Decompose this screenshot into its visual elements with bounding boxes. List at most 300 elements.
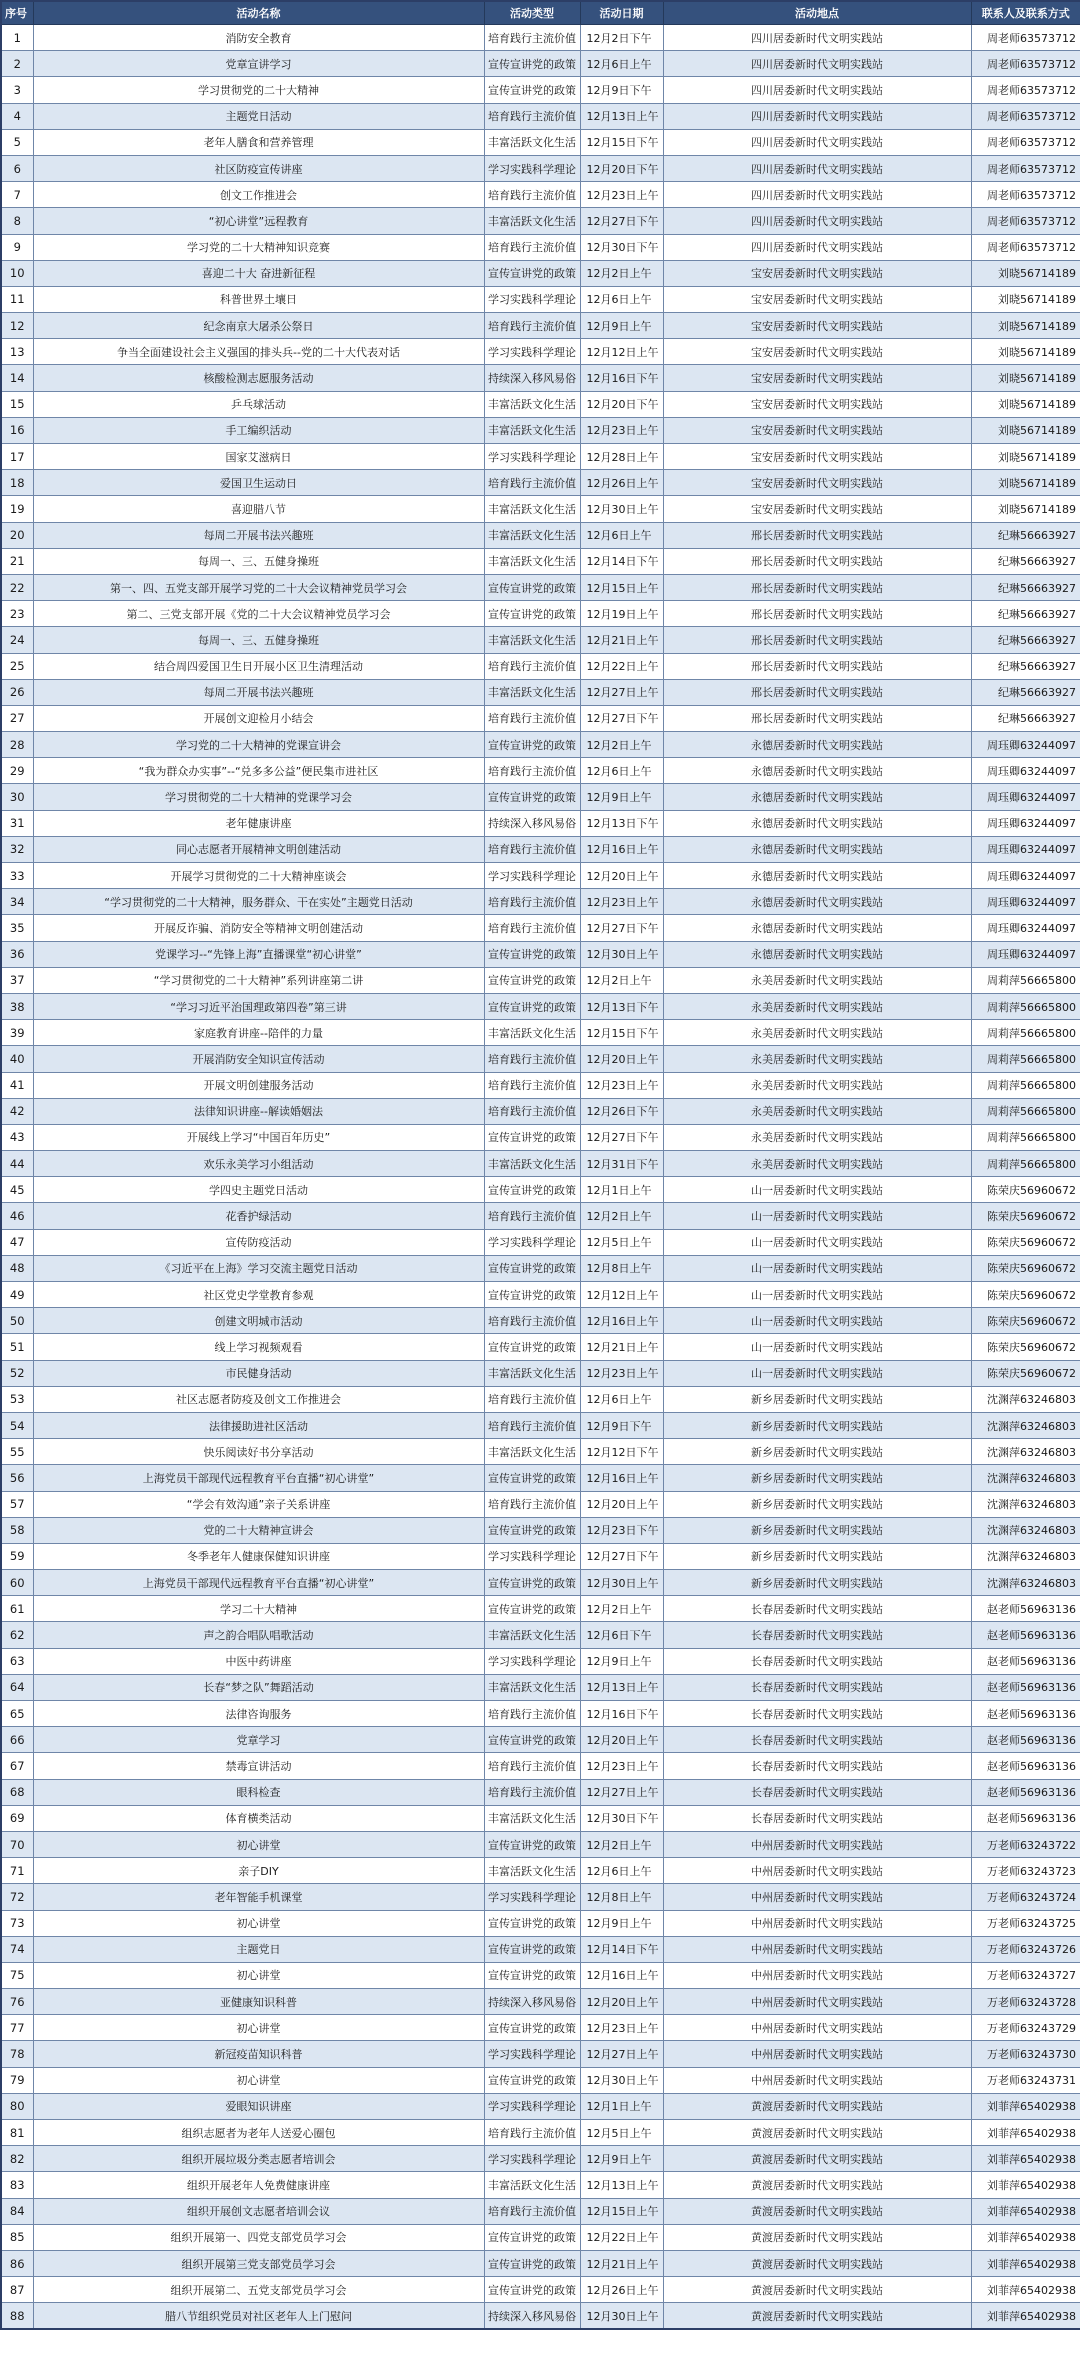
activity-name-cell: 学习二十大精神 bbox=[33, 1596, 484, 1622]
row-index-cell: 62 bbox=[1, 1622, 33, 1648]
activity-name-cell: 主题党日活动 bbox=[33, 103, 484, 129]
row-index-cell: 18 bbox=[1, 470, 33, 496]
table-row bbox=[1, 286, 1080, 312]
activity-type-cell: 培育践行主流价值 bbox=[484, 182, 580, 208]
contact-cell: 万老师63243724 bbox=[971, 1884, 1080, 1910]
row-index-cell: 87 bbox=[1, 2277, 33, 2303]
activity-location-cell: 中州居委新时代文明实践站 bbox=[663, 1858, 971, 1884]
activity-name-cell: 眼科检查 bbox=[33, 1779, 484, 1805]
activity-type-cell: 学习实践科学理论 bbox=[484, 1884, 580, 1910]
row-index-cell: 3 bbox=[1, 77, 33, 103]
activity-date-cell: 12月2日上午 bbox=[580, 1203, 663, 1229]
table-row bbox=[1, 1308, 1080, 1334]
table-row bbox=[1, 2224, 1080, 2250]
activity-date-cell: 12月26日上午 bbox=[580, 470, 663, 496]
activity-type-cell: 宣传宣讲党的政策 bbox=[484, 1936, 580, 1962]
activity-type-cell: 宣传宣讲党的政策 bbox=[484, 260, 580, 286]
activity-location-cell: 新乡居委新时代文明实践站 bbox=[663, 1439, 971, 1465]
table-row bbox=[1, 155, 1080, 181]
activity-type-cell: 丰富活跃文化生活 bbox=[484, 496, 580, 522]
table-row bbox=[1, 653, 1080, 679]
table-row bbox=[1, 365, 1080, 391]
activity-name-cell: 新冠疫苗知识科普 bbox=[33, 2041, 484, 2067]
activity-type-cell: 宣传宣讲党的政策 bbox=[484, 1255, 580, 1281]
table-row bbox=[1, 260, 1080, 286]
activity-date-cell: 12月16日上午 bbox=[580, 836, 663, 862]
activity-date-cell: 12月27日上午 bbox=[580, 1779, 663, 1805]
contact-cell: 陈荣庆56960672 bbox=[971, 1308, 1080, 1334]
row-index-cell: 22 bbox=[1, 574, 33, 600]
table-row bbox=[1, 1098, 1080, 1124]
activity-type-cell: 学习实践科学理论 bbox=[484, 2093, 580, 2119]
activity-date-cell: 12月19日上午 bbox=[580, 601, 663, 627]
activity-name-cell: 腊八节组织党员对社区老年人上门慰问 bbox=[33, 2303, 484, 2330]
activity-location-cell: 宝安居委新时代文明实践站 bbox=[663, 470, 971, 496]
contact-cell: 沈渊萍63246803 bbox=[971, 1465, 1080, 1491]
contact-cell: 沈渊萍63246803 bbox=[971, 1543, 1080, 1569]
table-row bbox=[1, 1884, 1080, 1910]
activity-date-cell: 12月27日上午 bbox=[580, 679, 663, 705]
table-row bbox=[1, 129, 1080, 155]
row-index-cell: 85 bbox=[1, 2224, 33, 2250]
activity-type-cell: 丰富活跃文化生活 bbox=[484, 129, 580, 155]
activity-date-cell: 12月27日下午 bbox=[580, 1124, 663, 1150]
table-row bbox=[1, 1177, 1080, 1203]
activity-type-cell: 培育践行主流价值 bbox=[484, 1701, 580, 1727]
activity-name-cell: 法律知识讲座--解读婚姻法 bbox=[33, 1098, 484, 1124]
contact-cell: 刘菲萍65402938 bbox=[971, 2224, 1080, 2250]
activity-location-cell: 四川居委新时代文明实践站 bbox=[663, 25, 971, 51]
activity-location-cell: 宝安居委新时代文明实践站 bbox=[663, 339, 971, 365]
contact-cell: 周老师63573712 bbox=[971, 234, 1080, 260]
activity-type-cell: 宣传宣讲党的政策 bbox=[484, 1962, 580, 1988]
table-row bbox=[1, 1282, 1080, 1308]
activity-date-cell: 12月30日上午 bbox=[580, 2067, 663, 2093]
activity-location-cell: 中州居委新时代文明实践站 bbox=[663, 2041, 971, 2067]
activity-location-cell: 黄渡居委新时代文明实践站 bbox=[663, 2198, 971, 2224]
activity-location-cell: 长春居委新时代文明实践站 bbox=[663, 1622, 971, 1648]
contact-cell: 赵老师56963136 bbox=[971, 1727, 1080, 1753]
activity-location-cell: 长春居委新时代文明实践站 bbox=[663, 1753, 971, 1779]
activity-location-cell: 长春居委新时代文明实践站 bbox=[663, 1674, 971, 1700]
activity-date-cell: 12月9日下午 bbox=[580, 1412, 663, 1438]
activity-location-cell: 永美居委新时代文明实践站 bbox=[663, 1151, 971, 1177]
contact-cell: 周莉萍56665800 bbox=[971, 1124, 1080, 1150]
activity-name-cell: 市民健身活动 bbox=[33, 1360, 484, 1386]
activity-date-cell: 12月2日上午 bbox=[580, 260, 663, 286]
activity-type-cell: 学习实践科学理论 bbox=[484, 1543, 580, 1569]
table-row bbox=[1, 470, 1080, 496]
activity-name-cell: 创建文明城市活动 bbox=[33, 1308, 484, 1334]
table-row bbox=[1, 1072, 1080, 1098]
activity-type-cell: 丰富活跃文化生活 bbox=[484, 1622, 580, 1648]
row-index-cell: 53 bbox=[1, 1386, 33, 1412]
activity-location-cell: 永德居委新时代文明实践站 bbox=[663, 915, 971, 941]
activity-name-cell: 每周一、三、五健身操班 bbox=[33, 627, 484, 653]
activity-name-cell: 主题党日 bbox=[33, 1936, 484, 1962]
activity-name-cell: 党章学习 bbox=[33, 1727, 484, 1753]
activity-name-cell: 第二、三党支部开展《党的二十大会议精神党员学习会 bbox=[33, 601, 484, 627]
activity-location-cell: 新乡居委新时代文明实践站 bbox=[663, 1570, 971, 1596]
row-index-cell: 80 bbox=[1, 2093, 33, 2119]
contact-cell: 刘晓56714189 bbox=[971, 365, 1080, 391]
activity-name-cell: 核酸检测志愿服务活动 bbox=[33, 365, 484, 391]
activity-date-cell: 12月13日上午 bbox=[580, 1674, 663, 1700]
contact-cell: 周老师63573712 bbox=[971, 208, 1080, 234]
table-row bbox=[1, 941, 1080, 967]
contact-cell: 刘晓56714189 bbox=[971, 391, 1080, 417]
activity-date-cell: 12月22日上午 bbox=[580, 653, 663, 679]
row-index-cell: 71 bbox=[1, 1858, 33, 1884]
activity-location-cell: 山一居委新时代文明实践站 bbox=[663, 1229, 971, 1255]
activity-location-cell: 四川居委新时代文明实践站 bbox=[663, 51, 971, 77]
activity-location-cell: 邢长居委新时代文明实践站 bbox=[663, 548, 971, 574]
activity-date-cell: 12月14日下午 bbox=[580, 548, 663, 574]
activity-name-cell: 组织开展第一、四党支部党员学习会 bbox=[33, 2224, 484, 2250]
activity-type-cell: 培育践行主流价值 bbox=[484, 1098, 580, 1124]
activity-type-cell: 培育践行主流价值 bbox=[484, 2198, 580, 2224]
row-index-cell: 69 bbox=[1, 1805, 33, 1831]
contact-cell: 刘晓56714189 bbox=[971, 417, 1080, 443]
activity-date-cell: 12月9日上午 bbox=[580, 1910, 663, 1936]
activity-name-cell: 爱眼知识讲座 bbox=[33, 2093, 484, 2119]
row-index-cell: 37 bbox=[1, 967, 33, 993]
row-index-cell: 36 bbox=[1, 941, 33, 967]
activity-location-cell: 永美居委新时代文明实践站 bbox=[663, 993, 971, 1019]
activity-location-cell: 中州居委新时代文明实践站 bbox=[663, 2067, 971, 2093]
activity-type-cell: 宣传宣讲党的政策 bbox=[484, 1910, 580, 1936]
activity-date-cell: 12月9日上午 bbox=[580, 313, 663, 339]
table-row bbox=[1, 1360, 1080, 1386]
contact-cell: 陈荣庆56960672 bbox=[971, 1334, 1080, 1360]
activity-type-cell: 宣传宣讲党的政策 bbox=[484, 784, 580, 810]
activity-type-cell: 培育践行主流价值 bbox=[484, 470, 580, 496]
contact-cell: 周珏卿63244097 bbox=[971, 836, 1080, 862]
activity-name-cell: 初心讲堂 bbox=[33, 2015, 484, 2041]
row-index-cell: 4 bbox=[1, 103, 33, 129]
activity-date-cell: 12月20日下午 bbox=[580, 391, 663, 417]
activity-type-cell: 学习实践科学理论 bbox=[484, 2146, 580, 2172]
activity-location-cell: 山一居委新时代文明实践站 bbox=[663, 1308, 971, 1334]
activity-location-cell: 四川居委新时代文明实践站 bbox=[663, 129, 971, 155]
table-row bbox=[1, 234, 1080, 260]
activity-type-cell: 学习实践科学理论 bbox=[484, 1229, 580, 1255]
activity-date-cell: 12月5日上午 bbox=[580, 2120, 663, 2146]
activity-type-cell: 丰富活跃文化生活 bbox=[484, 679, 580, 705]
activity-date-cell: 12月5日上午 bbox=[580, 1229, 663, 1255]
activity-date-cell: 12月13日下午 bbox=[580, 993, 663, 1019]
header-index: 序号 bbox=[1, 1, 33, 25]
table-row bbox=[1, 208, 1080, 234]
activity-name-cell: 消防安全教育 bbox=[33, 25, 484, 51]
row-index-cell: 33 bbox=[1, 863, 33, 889]
row-index-cell: 46 bbox=[1, 1203, 33, 1229]
activity-type-cell: 持续深入移风易俗 bbox=[484, 810, 580, 836]
activity-date-cell: 12月2日上午 bbox=[580, 1596, 663, 1622]
activity-name-cell: 开展线上学习“中国百年历史” bbox=[33, 1124, 484, 1150]
activity-name-cell: 第一、四、五党支部开展学习党的二十大会议精神党员学习会 bbox=[33, 574, 484, 600]
table-row bbox=[1, 182, 1080, 208]
activity-location-cell: 黄渡居委新时代文明实践站 bbox=[663, 2146, 971, 2172]
contact-cell: 陈荣庆56960672 bbox=[971, 1177, 1080, 1203]
table-row bbox=[1, 1255, 1080, 1281]
activity-name-cell: 爱国卫生运动日 bbox=[33, 470, 484, 496]
activity-name-cell: 喜迎腊八节 bbox=[33, 496, 484, 522]
activity-date-cell: 12月6日上午 bbox=[580, 1386, 663, 1412]
table-row bbox=[1, 444, 1080, 470]
contact-cell: 周莉萍56665800 bbox=[971, 1046, 1080, 1072]
activity-name-cell: 组织开展垃圾分类志愿者培训会 bbox=[33, 2146, 484, 2172]
activity-date-cell: 12月9日下午 bbox=[580, 77, 663, 103]
table-row bbox=[1, 77, 1080, 103]
row-index-cell: 7 bbox=[1, 182, 33, 208]
row-index-cell: 73 bbox=[1, 1910, 33, 1936]
activity-location-cell: 中州居委新时代文明实践站 bbox=[663, 1962, 971, 1988]
activity-location-cell: 中州居委新时代文明实践站 bbox=[663, 2015, 971, 2041]
row-index-cell: 88 bbox=[1, 2303, 33, 2330]
activity-date-cell: 12月23日上午 bbox=[580, 1753, 663, 1779]
row-index-cell: 24 bbox=[1, 627, 33, 653]
contact-cell: 刘晓56714189 bbox=[971, 339, 1080, 365]
row-index-cell: 82 bbox=[1, 2146, 33, 2172]
header-activity-date: 活动日期 bbox=[580, 1, 663, 25]
table-row bbox=[1, 1831, 1080, 1857]
table-row bbox=[1, 1046, 1080, 1072]
activity-location-cell: 新乡居委新时代文明实践站 bbox=[663, 1465, 971, 1491]
activity-date-cell: 12月30日下午 bbox=[580, 1805, 663, 1831]
activity-name-cell: 老年健康讲座 bbox=[33, 810, 484, 836]
row-index-cell: 59 bbox=[1, 1543, 33, 1569]
row-index-cell: 28 bbox=[1, 732, 33, 758]
activity-name-cell: 喜迎二十大 奋进新征程 bbox=[33, 260, 484, 286]
table-row bbox=[1, 417, 1080, 443]
row-index-cell: 15 bbox=[1, 391, 33, 417]
row-index-cell: 81 bbox=[1, 2120, 33, 2146]
activity-name-cell: “初心讲堂”远程教育 bbox=[33, 208, 484, 234]
row-index-cell: 6 bbox=[1, 155, 33, 181]
row-index-cell: 75 bbox=[1, 1962, 33, 1988]
row-index-cell: 86 bbox=[1, 2250, 33, 2276]
activity-date-cell: 12月9日上午 bbox=[580, 1648, 663, 1674]
activity-date-cell: 12月30日上午 bbox=[580, 1570, 663, 1596]
contact-cell: 周莉萍56665800 bbox=[971, 1072, 1080, 1098]
activity-type-cell: 丰富活跃文化生活 bbox=[484, 1858, 580, 1884]
contact-cell: 万老师63243722 bbox=[971, 1831, 1080, 1857]
activity-location-cell: 宝安居委新时代文明实践站 bbox=[663, 391, 971, 417]
activity-date-cell: 12月6日下午 bbox=[580, 1622, 663, 1648]
activity-name-cell: 学习贯彻党的二十大精神的党课学习会 bbox=[33, 784, 484, 810]
contact-cell: 周老师63573712 bbox=[971, 182, 1080, 208]
activity-name-cell: 党课学习--“先锋上海”直播课堂“初心讲堂” bbox=[33, 941, 484, 967]
activity-type-cell: 培育践行主流价值 bbox=[484, 758, 580, 784]
activity-name-cell: 组织志愿者为老年人送爱心圈包 bbox=[33, 2120, 484, 2146]
activity-name-cell: “学习贯彻党的二十大精神，服务群众、干在实处”主题党日活动 bbox=[33, 889, 484, 915]
activity-name-cell: 线上学习视频观看 bbox=[33, 1334, 484, 1360]
activity-date-cell: 12月2日上午 bbox=[580, 967, 663, 993]
activity-date-cell: 12月6日上午 bbox=[580, 1858, 663, 1884]
activity-type-cell: 培育践行主流价值 bbox=[484, 25, 580, 51]
activity-name-cell: 乒乓球活动 bbox=[33, 391, 484, 417]
activity-location-cell: 永美居委新时代文明实践站 bbox=[663, 1124, 971, 1150]
table-row bbox=[1, 1701, 1080, 1727]
contact-cell: 赵老师56963136 bbox=[971, 1596, 1080, 1622]
activity-type-cell: 培育践行主流价值 bbox=[484, 2120, 580, 2146]
activity-location-cell: 中州居委新时代文明实践站 bbox=[663, 1989, 971, 2015]
table-row bbox=[1, 836, 1080, 862]
row-index-cell: 60 bbox=[1, 1570, 33, 1596]
activity-name-cell: 组织开展老年人免费健康讲座 bbox=[33, 2172, 484, 2198]
table-row bbox=[1, 2198, 1080, 2224]
activity-name-cell: 《习近平在上海》学习交流主题党日活动 bbox=[33, 1255, 484, 1281]
activity-date-cell: 12月26日上午 bbox=[580, 2277, 663, 2303]
contact-cell: 赵老师56963136 bbox=[971, 1701, 1080, 1727]
activity-location-cell: 新乡居委新时代文明实践站 bbox=[663, 1491, 971, 1517]
activity-name-cell: 科普世界土壤日 bbox=[33, 286, 484, 312]
row-index-cell: 13 bbox=[1, 339, 33, 365]
activity-location-cell: 中州居委新时代文明实践站 bbox=[663, 1831, 971, 1857]
row-index-cell: 58 bbox=[1, 1517, 33, 1543]
contact-cell: 周珏卿63244097 bbox=[971, 915, 1080, 941]
row-index-cell: 67 bbox=[1, 1753, 33, 1779]
activity-name-cell: 社区志愿者防疫及创文工作推进会 bbox=[33, 1386, 484, 1412]
activity-type-cell: 培育践行主流价值 bbox=[484, 1779, 580, 1805]
activity-location-cell: 宝安居委新时代文明实践站 bbox=[663, 313, 971, 339]
contact-cell: 陈荣庆56960672 bbox=[971, 1229, 1080, 1255]
row-index-cell: 1 bbox=[1, 25, 33, 51]
table-row bbox=[1, 51, 1080, 77]
activity-date-cell: 12月20日上午 bbox=[580, 1491, 663, 1517]
contact-cell: 沈渊萍63246803 bbox=[971, 1439, 1080, 1465]
table-row bbox=[1, 1805, 1080, 1831]
contact-cell: 纪琳56663927 bbox=[971, 705, 1080, 731]
contact-cell: 周珏卿63244097 bbox=[971, 889, 1080, 915]
table-row bbox=[1, 601, 1080, 627]
row-index-cell: 76 bbox=[1, 1989, 33, 2015]
row-index-cell: 49 bbox=[1, 1282, 33, 1308]
activity-type-cell: 学习实践科学理论 bbox=[484, 155, 580, 181]
contact-cell: 赵老师56963136 bbox=[971, 1622, 1080, 1648]
activity-date-cell: 12月26日下午 bbox=[580, 1098, 663, 1124]
activity-location-cell: 宝安居委新时代文明实践站 bbox=[663, 444, 971, 470]
activity-location-cell: 永美居委新时代文明实践站 bbox=[663, 967, 971, 993]
row-index-cell: 20 bbox=[1, 522, 33, 548]
table-row bbox=[1, 863, 1080, 889]
table-row bbox=[1, 1648, 1080, 1674]
activity-name-cell: “我为群众办实事”--“兑多多公益”便民集市进社区 bbox=[33, 758, 484, 784]
activity-type-cell: 宣传宣讲党的政策 bbox=[484, 732, 580, 758]
activity-date-cell: 12月20日下午 bbox=[580, 155, 663, 181]
activity-type-cell: 培育践行主流价值 bbox=[484, 313, 580, 339]
activity-date-cell: 12月16日下午 bbox=[580, 1701, 663, 1727]
activity-type-cell: 丰富活跃文化生活 bbox=[484, 1439, 580, 1465]
activity-name-cell: 初心讲堂 bbox=[33, 1831, 484, 1857]
activity-location-cell: 新乡居委新时代文明实践站 bbox=[663, 1412, 971, 1438]
contact-cell: 刘晓56714189 bbox=[971, 260, 1080, 286]
row-index-cell: 17 bbox=[1, 444, 33, 470]
contact-cell: 万老师63243728 bbox=[971, 1989, 1080, 2015]
row-index-cell: 34 bbox=[1, 889, 33, 915]
activity-type-cell: 丰富活跃文化生活 bbox=[484, 548, 580, 574]
table-row bbox=[1, 758, 1080, 784]
row-index-cell: 23 bbox=[1, 601, 33, 627]
row-index-cell: 61 bbox=[1, 1596, 33, 1622]
table-row bbox=[1, 2120, 1080, 2146]
activity-type-cell: 宣传宣讲党的政策 bbox=[484, 1727, 580, 1753]
table-row bbox=[1, 548, 1080, 574]
contact-cell: 周老师63573712 bbox=[971, 103, 1080, 129]
row-index-cell: 54 bbox=[1, 1412, 33, 1438]
contact-cell: 赵老师56963136 bbox=[971, 1648, 1080, 1674]
table-row bbox=[1, 25, 1080, 51]
activity-name-cell: 结合周四爱国卫生日开展小区卫生清理活动 bbox=[33, 653, 484, 679]
row-index-cell: 39 bbox=[1, 1020, 33, 1046]
activity-type-cell: 培育践行主流价值 bbox=[484, 103, 580, 129]
activity-name-cell: 国家艾滋病日 bbox=[33, 444, 484, 470]
contact-cell: 刘菲萍65402938 bbox=[971, 2250, 1080, 2276]
activity-date-cell: 12月30日下午 bbox=[580, 234, 663, 260]
contact-cell: 纪琳56663927 bbox=[971, 548, 1080, 574]
row-index-cell: 9 bbox=[1, 234, 33, 260]
activity-location-cell: 黄渡居委新时代文明实践站 bbox=[663, 2277, 971, 2303]
contact-cell: 周珏卿63244097 bbox=[971, 784, 1080, 810]
activity-type-cell: 学习实践科学理论 bbox=[484, 1648, 580, 1674]
table-row bbox=[1, 1124, 1080, 1150]
activity-name-cell: 学习贯彻党的二十大精神 bbox=[33, 77, 484, 103]
activity-date-cell: 12月28日上午 bbox=[580, 444, 663, 470]
table-row bbox=[1, 1229, 1080, 1255]
row-index-cell: 41 bbox=[1, 1072, 33, 1098]
activity-name-cell: 每周一、三、五健身操班 bbox=[33, 548, 484, 574]
row-index-cell: 16 bbox=[1, 417, 33, 443]
activity-name-cell: 开展反诈骗、消防安全等精神文明创建活动 bbox=[33, 915, 484, 941]
activity-date-cell: 12月23日上午 bbox=[580, 417, 663, 443]
contact-cell: 陈荣庆56960672 bbox=[971, 1282, 1080, 1308]
activity-date-cell: 12月23日下午 bbox=[580, 1517, 663, 1543]
row-index-cell: 66 bbox=[1, 1727, 33, 1753]
row-index-cell: 47 bbox=[1, 1229, 33, 1255]
activity-name-cell: 欢乐永美学习小组活动 bbox=[33, 1151, 484, 1177]
activity-date-cell: 12月9日上午 bbox=[580, 784, 663, 810]
activity-date-cell: 12月13日上午 bbox=[580, 103, 663, 129]
row-index-cell: 56 bbox=[1, 1465, 33, 1491]
activity-type-cell: 宣传宣讲党的政策 bbox=[484, 601, 580, 627]
row-index-cell: 68 bbox=[1, 1779, 33, 1805]
activity-date-cell: 12月21日上午 bbox=[580, 2250, 663, 2276]
table-row bbox=[1, 1858, 1080, 1884]
activity-type-cell: 丰富活跃文化生活 bbox=[484, 1360, 580, 1386]
contact-cell: 纪琳56663927 bbox=[971, 601, 1080, 627]
contact-cell: 陈荣庆56960672 bbox=[971, 1203, 1080, 1229]
activity-location-cell: 山一居委新时代文明实践站 bbox=[663, 1203, 971, 1229]
activity-location-cell: 邢长居委新时代文明实践站 bbox=[663, 705, 971, 731]
contact-cell: 陈荣庆56960672 bbox=[971, 1255, 1080, 1281]
table-row bbox=[1, 810, 1080, 836]
contact-cell: 万老师63243725 bbox=[971, 1910, 1080, 1936]
table-row bbox=[1, 2172, 1080, 2198]
activity-type-cell: 宣传宣讲党的政策 bbox=[484, 967, 580, 993]
activity-date-cell: 12月2日下午 bbox=[580, 25, 663, 51]
activity-type-cell: 宣传宣讲党的政策 bbox=[484, 1517, 580, 1543]
activity-type-cell: 丰富活跃文化生活 bbox=[484, 1151, 580, 1177]
contact-cell: 刘晓56714189 bbox=[971, 313, 1080, 339]
contact-cell: 刘菲萍65402938 bbox=[971, 2093, 1080, 2119]
activity-name-cell: 宣传防疫活动 bbox=[33, 1229, 484, 1255]
activity-type-cell: 宣传宣讲党的政策 bbox=[484, 1124, 580, 1150]
row-index-cell: 70 bbox=[1, 1831, 33, 1857]
contact-cell: 沈渊萍63246803 bbox=[971, 1386, 1080, 1412]
row-index-cell: 32 bbox=[1, 836, 33, 862]
activity-date-cell: 12月13日下午 bbox=[580, 810, 663, 836]
